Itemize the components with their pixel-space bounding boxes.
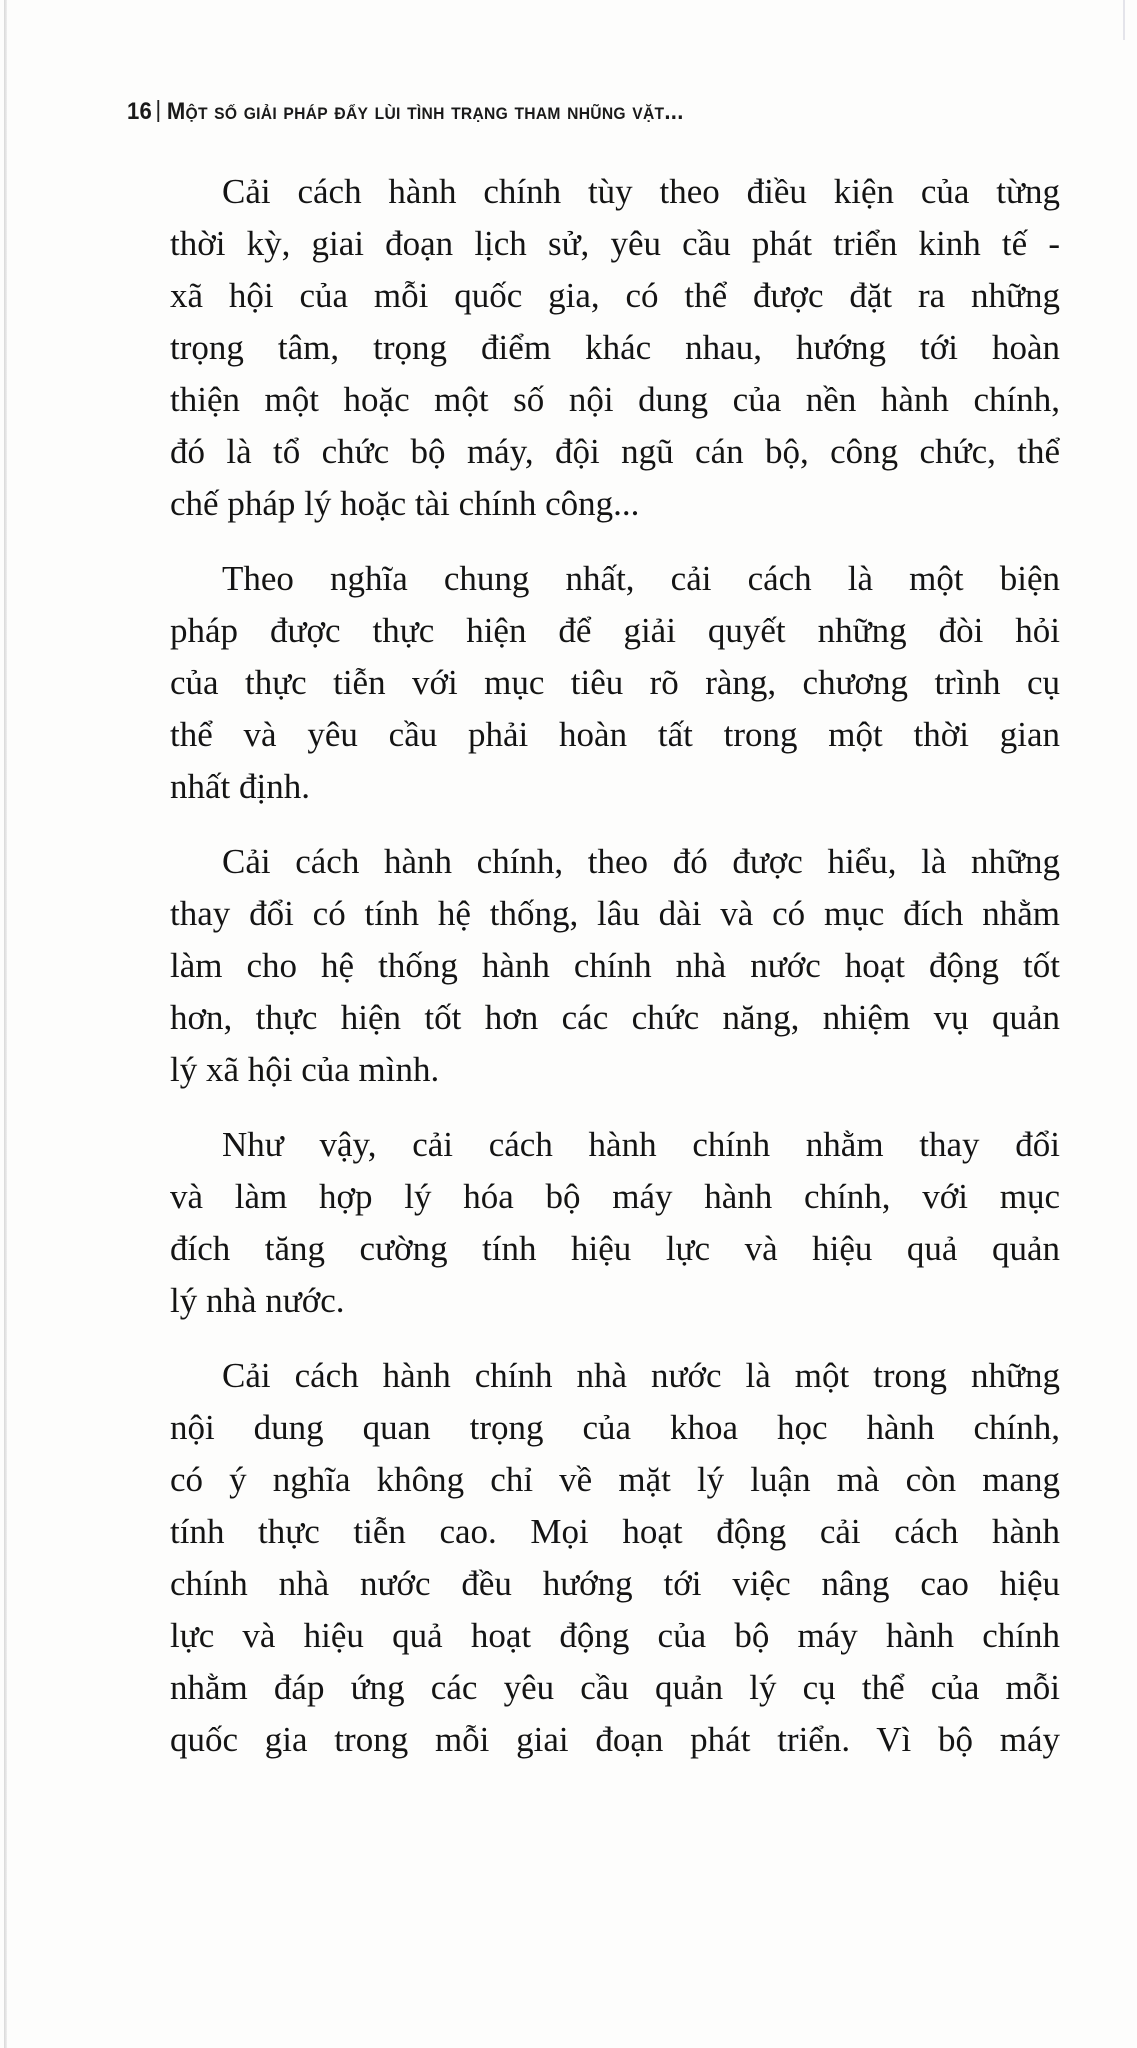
body-text [170,166,1060,1789]
text-line: thời kỳ, giai đoạn lịch sử, yêu cầu phát triển kinh tế - [170,224,1060,263]
text-line: thay đổi có tính hệ thống, lâu dài và có mục đích nhằm [170,894,1060,933]
text-line: Cải cách hành chính nhà nước là một trong những [222,1356,1060,1395]
text-line: pháp được thực hiện để giải quyết những đòi hỏi [170,611,1060,650]
page-edge-right [1123,0,1125,40]
paragraph-2 [170,553,1060,813]
text-line: Cải cách hành chính tùy theo điều kiện của từng [222,172,1060,211]
text-line: Cải cách hành chính, theo đó được hiểu, là những [222,842,1060,881]
text-line: đích tăng cường tính hiệu lực và hiệu quả quản [170,1229,1060,1268]
text-line: và làm hợp lý hóa bộ máy hành chính, với mục [170,1177,1060,1216]
text-line: xã hội của mỗi quốc gia, có thể được đặt ra những [170,276,1060,315]
header-separator [158,100,160,122]
text-line: lực và hiệu quả hoạt động của bộ máy hành chính [170,1616,1060,1655]
paragraph-4 [170,1119,1060,1327]
text-line: nhằm đáp ứng các yêu cầu quản lý cụ thể của mỗi [170,1668,1060,1707]
page-edge-left [4,0,7,2048]
text-line: Như vậy, cải cách hành chính nhằm thay đổi [222,1125,1060,1164]
text-line: nội dung quan trọng của khoa học hành chính, [170,1408,1060,1447]
text-line: chế pháp lý hoặc tài chính công... [170,484,640,523]
text-line: Theo nghĩa chung nhất, cải cách là một biện [222,559,1060,598]
page-number: 16 [127,98,153,125]
text-line: chính nhà nước đều hướng tới việc nâng cao hiệu [170,1564,1060,1603]
text-line: thiện một hoặc một số nội dung của nền hành chính, [170,380,1060,419]
text-line: lý xã hội của mình. [170,1050,440,1089]
text-line: đó là tổ chức bộ máy, đội ngũ cán bộ, công chức, thể [170,432,1060,471]
text-line: quốc gia trong mỗi giai đoạn phát triển. Vì bộ máy [170,1720,1060,1759]
running-title: Một số giải pháp đẩy lùi tình trạng tham nhũng vặt... [166,98,684,125]
text-line: có ý nghĩa không chỉ về mặt lý luận mà còn mang [170,1460,1060,1499]
text-line: trọng tâm, trọng điểm khác nhau, hướng tới hoàn [170,328,1060,367]
text-line: của thực tiễn với mục tiêu rõ ràng, chương trình cụ [170,663,1060,702]
text-line: thể và yêu cầu phải hoàn tất trong một thời gian [170,715,1060,754]
text-line: hơn, thực hiện tốt hơn các chức năng, nhiệm vụ quản [170,998,1060,1037]
paragraph-3 [170,836,1060,1096]
paragraph-5 [170,1350,1060,1766]
running-header [127,98,955,126]
text-line: tính thực tiễn cao. Mọi hoạt động cải cách hành [170,1512,1060,1551]
text-line: lý nhà nước. [170,1281,345,1320]
text-line: làm cho hệ thống hành chính nhà nước hoạt động tốt [170,946,1060,985]
text-line: nhất định. [170,767,310,806]
paragraph-1 [170,166,1060,530]
